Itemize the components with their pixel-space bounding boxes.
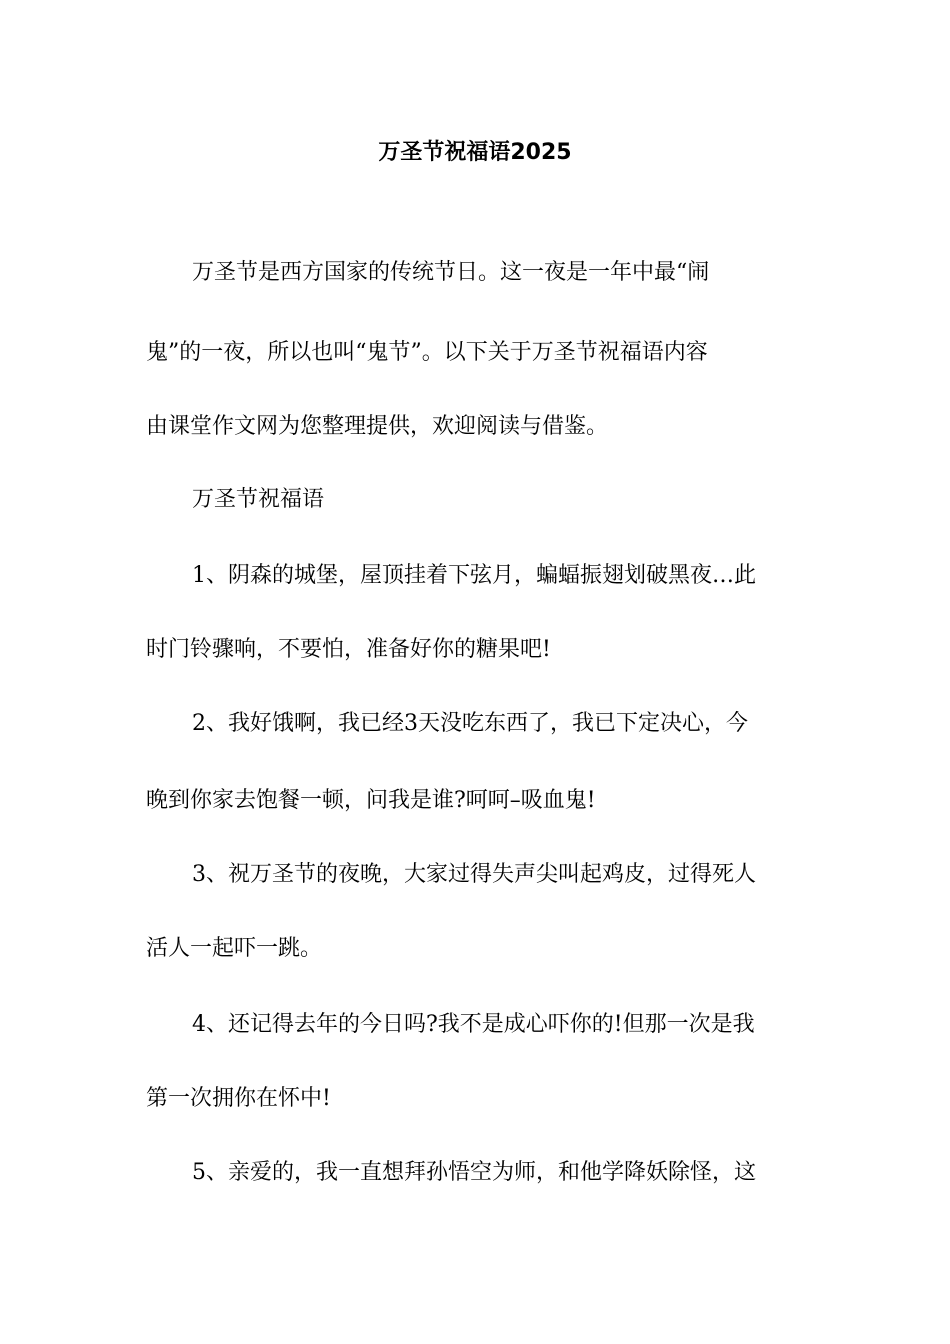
list-item-line: 活人一起吓一跳。: [146, 936, 323, 961]
section-heading: 万圣节祝福语: [192, 487, 325, 512]
list-item-line: 3、祝万圣节的夜晚，大家过得失声尖叫起鸡皮，过得死人: [192, 862, 756, 887]
list-item-line: 2、我好饿啊，我已经3天没吃东西了，我已下定决心，今: [192, 711, 748, 736]
paragraph-line: 万圣节是西方国家的传统节日。这一夜是一年中最“闹: [192, 260, 710, 285]
list-item-line: 时门铃骤响，不要怕，准备好你的糖果吧!: [146, 637, 551, 662]
list-item-line: 4、还记得去年的今日吗?我不是成心吓你的!但那一次是我: [192, 1012, 755, 1037]
paragraph-line: 鬼”的一夜，所以也叫“鬼节”。以下关于万圣节祝福语内容: [146, 340, 708, 365]
list-item-line: 5、亲爱的，我一直想拜孙悟空为师，和他学降妖除怪，这: [192, 1160, 756, 1185]
list-item-line: 1、阴森的城堡，屋顶挂着下弦月，蝙蝠振翅划破黑夜…此: [192, 563, 756, 588]
document-title: 万圣节祝福语2025: [378, 140, 572, 165]
list-item-line: 第一次拥你在怀中!: [146, 1086, 331, 1111]
paragraph-line: 由课堂作文网为您整理提供，欢迎阅读与借鉴。: [146, 414, 609, 439]
list-item-line: 晚到你家去饱餐一顿，问我是谁?呵呵–吸血鬼!: [146, 788, 596, 813]
